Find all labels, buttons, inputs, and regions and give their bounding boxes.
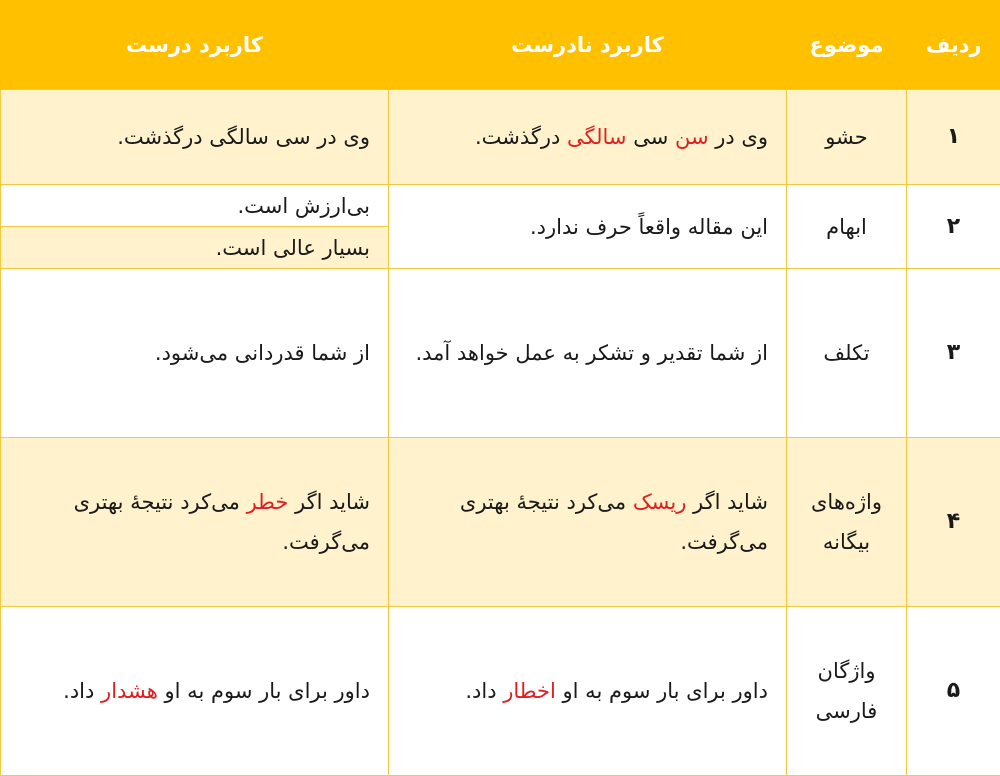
highlighted-word: سالگی [567,125,627,149]
table-row [1,438,1000,607]
highlighted-word: خطر [246,490,289,514]
right-usage-cell-a: بی‌ارزش است. [1,185,389,227]
wrong-usage-cell: از شما تقدیر و تشکر به عمل خواهد آمد. [389,269,787,438]
row-topic: واژه‌های بیگانه [787,438,907,607]
table-row [1,185,1000,227]
row-topic: واژگان فارسی [787,607,907,776]
right-usage-cell: وی در سی سالگی درگذشت. [1,90,389,185]
table-row [1,90,1000,185]
wrong-usage-cell: داور برای بار سوم به او اخطار داد. [389,607,787,776]
right-usage-cell: شاید اگر خطر می‌کرد نتیجهٔ بهتری می‌گرفت. [1,438,389,607]
right-usage-cell-b: بسیار عالی است. [1,227,389,269]
header-topic: موضوع [787,0,907,90]
highlighted-word: ریسک [632,490,687,514]
row-topic: حشو [787,90,907,185]
wrong-usage-cell: این مقاله واقعاً حرف ندارد. [389,185,787,269]
row-number: ۱ [907,90,1000,185]
row-topic: تکلف [787,269,907,438]
row-number: ۵ [907,607,1000,776]
header-right-usage: کاربرد درست [1,0,389,90]
highlighted-word: سن [674,125,709,149]
row-number: ۲ [907,185,1000,269]
table-row [1,269,1000,438]
wrong-usage-cell: شاید اگر ریسک می‌کرد نتیجهٔ بهتری می‌گرفت. [389,438,787,607]
right-usage-cell: از شما قدردانی می‌شود. [1,269,389,438]
header-wrong-usage: کاربرد نادرست [389,0,787,90]
row-topic: ابهام [787,185,907,269]
header-row-number: ردیف [907,0,1000,90]
right-usage-cell: داور برای بار سوم به او هشدار داد. [1,607,389,776]
table-header-row [1,0,1000,90]
highlighted-word: اخطار [503,679,556,703]
row-number: ۴ [907,438,1000,607]
wrong-usage-cell: وی در سن سی سالگی درگذشت. [389,90,787,185]
highlighted-word: هشدار [101,679,158,703]
table-row [1,607,1000,776]
row-number: ۳ [907,269,1000,438]
